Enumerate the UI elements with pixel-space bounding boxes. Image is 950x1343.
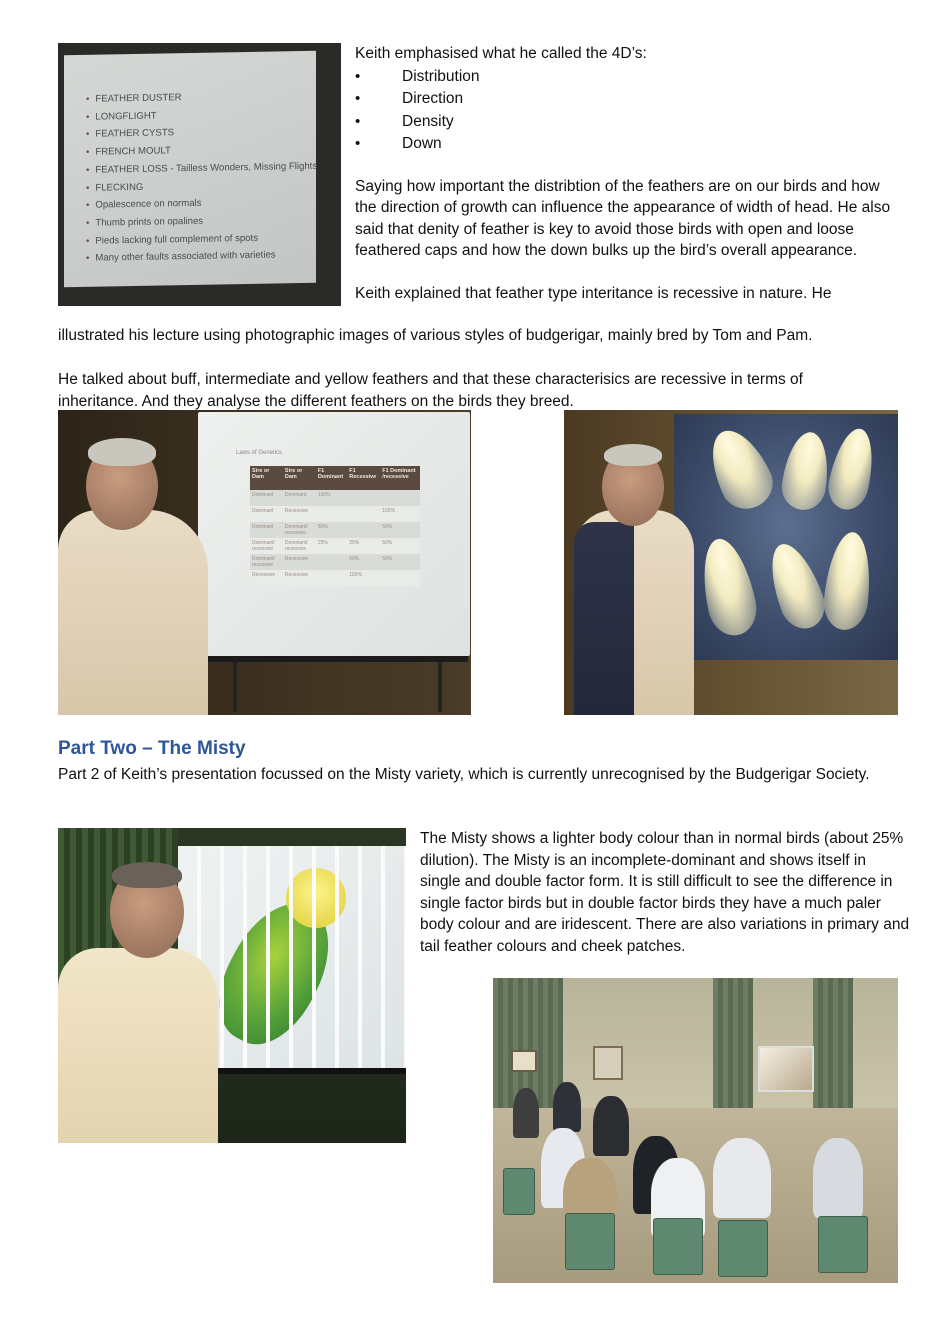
- chair: [503, 1168, 535, 1215]
- table-cell: 50%: [380, 522, 420, 538]
- table-cell: [347, 506, 380, 522]
- screen-leg: [438, 662, 442, 712]
- presenter-vest: [574, 522, 634, 715]
- audience-member: [813, 1138, 863, 1218]
- table-cell: Dominant/ recessive: [250, 554, 283, 570]
- misty-description: The Misty shows a lighter body colour than in normal birds (about 25% dilution). The Misty is an incomplete-dominant and shows itself in single and double factor form. It is still difficult to see the difference in single factor birds but in double factor birds they have a much paler body colour and are iridescent. There are also variations in primary and tail feather colours and cheek patches.: [420, 830, 910, 955]
- chair: [565, 1213, 615, 1270]
- recessive-paragraph-line1: Keith explained that feather type interitance is recessive in nature. He: [355, 284, 832, 302]
- four-ds-item: • Density: [355, 111, 915, 134]
- table-cell: Recessive: [250, 570, 283, 586]
- table-cell: Dominant/ recessive: [283, 538, 316, 554]
- table-row: [250, 554, 420, 570]
- table-cell: [347, 490, 380, 506]
- table-row: [250, 522, 420, 538]
- intro-block: [355, 43, 915, 304]
- table-cell: 25%: [316, 538, 347, 554]
- faults-list: [64, 51, 316, 268]
- four-ds-heading: Keith emphasised what he called the 4D’s:: [355, 45, 647, 62]
- table-cell: 50%: [380, 538, 420, 554]
- screen-leg: [233, 662, 237, 712]
- fault-item: • FEATHER DUSTER: [86, 87, 316, 109]
- curtain: [813, 978, 853, 1108]
- fault-item: • FLECKING: [86, 175, 316, 197]
- table-header: F1 Recessive: [347, 466, 380, 490]
- table-cell: Dominant: [250, 490, 283, 506]
- wall-picture: [511, 1050, 537, 1072]
- table-cell: [380, 570, 420, 586]
- table-cell: Dominant: [250, 506, 283, 522]
- four-ds-item: • Distribution: [355, 66, 915, 89]
- photo-budgie-slide: [58, 828, 406, 1143]
- presenter-hair: [604, 444, 662, 466]
- table-cell: [316, 506, 347, 522]
- table-cell: 100%: [380, 506, 420, 522]
- four-ds-item: • Direction: [355, 88, 915, 111]
- fault-item: • FRENCH MOULT: [86, 140, 316, 162]
- audience-member: [553, 1082, 581, 1132]
- table-cell: Recessive: [283, 554, 316, 570]
- screen-stand: [200, 656, 468, 662]
- presenter-hair: [112, 862, 182, 888]
- chair: [653, 1218, 703, 1275]
- projector-screen: [64, 51, 316, 287]
- table-cell: 50%: [380, 554, 420, 570]
- presenter-hair: [88, 438, 156, 466]
- table-header-row: [250, 466, 420, 490]
- notice-board: [593, 1046, 623, 1080]
- table-cell: [347, 522, 380, 538]
- genetics-table: [250, 466, 420, 586]
- chair: [718, 1220, 768, 1277]
- feathers-paragraph: He talked about buff, intermediate and yellow feathers and that these characterisics are recessive in terms of inheritance. And they analyse the different feathers on the birds they breed.: [58, 371, 803, 410]
- fault-item: • Thumb prints on opalines: [86, 211, 316, 233]
- audience-member: [513, 1088, 539, 1138]
- fault-item: • LONGFLIGHT: [86, 105, 316, 127]
- photo-audience-hall: [493, 978, 898, 1283]
- table-cell: Dominant: [250, 522, 283, 538]
- table-cell: 100%: [347, 570, 380, 586]
- table-cell: Dominant/ recessive: [250, 538, 283, 554]
- fault-item: • FEATHER LOSS - Tailless Wonders, Missing Flights: [86, 158, 316, 180]
- table-cell: Dominant/ recessive: [283, 522, 316, 538]
- table-cell: Recessive: [283, 506, 316, 522]
- table-row: [250, 506, 420, 522]
- photo-feathers-slide: [564, 410, 898, 715]
- four-ds-list: [355, 66, 915, 156]
- four-ds-item: • Down: [355, 133, 915, 156]
- audience-member: [713, 1138, 771, 1218]
- table-cell: 25%: [347, 538, 380, 554]
- table-cell: 50%: [316, 522, 347, 538]
- table-header: F1 Dominant: [316, 466, 347, 490]
- slide-title: Laws of Genetics: [236, 450, 283, 456]
- audience-member: [593, 1096, 629, 1156]
- table-row: [250, 570, 420, 586]
- presenter-shirt: [58, 510, 208, 715]
- table-row: [250, 490, 420, 506]
- table-cell: [316, 554, 347, 570]
- chair: [818, 1216, 868, 1273]
- table-row: [250, 538, 420, 554]
- part-two-intro: Part 2 of Keith’s presentation focussed on the Misty variety, which is currently unrecognised by the Budgerigar Society.: [58, 766, 870, 783]
- table-cell: 100%: [316, 490, 347, 506]
- table-header: Sire or Dam: [250, 466, 283, 490]
- recessive-paragraph-line2: illustrated his lecture using photographic images of various styles of budgerigar, mainly bred by Tom and Pam.: [58, 327, 813, 344]
- table-cell: [316, 570, 347, 586]
- photo-genetics-slide: [58, 410, 471, 715]
- distribution-paragraph: Saying how important the distribtion of the feathers are on our birds and how the direction of growth can influence the appearance of width of head. He also said that denity of feather is key to avoid those birds with open and loose feathered caps and how the down bulks up the bird’s overall appearance.: [355, 177, 891, 259]
- table-cell: 50%: [347, 554, 380, 570]
- table-cell: [380, 490, 420, 506]
- presenter-shirt: [58, 948, 218, 1143]
- fault-item: • Many other faults associated with varieties: [86, 246, 316, 268]
- table-header: Sire or Dam: [283, 466, 316, 490]
- curtain: [713, 978, 753, 1108]
- projector-screen: [758, 1046, 814, 1092]
- photo-faults-slide: [58, 43, 341, 306]
- part-two-heading: Part Two – The Misty: [58, 738, 246, 759]
- table-cell: Dominant: [283, 490, 316, 506]
- fault-item: • Opalescence on normals: [86, 193, 316, 215]
- table-header: F1 Dominant /recessive: [380, 466, 420, 490]
- fault-item: • Pieds lacking full complement of spots: [86, 228, 316, 250]
- table-cell: Recessive: [283, 570, 316, 586]
- fault-item: • FEATHER CYSTS: [86, 122, 316, 144]
